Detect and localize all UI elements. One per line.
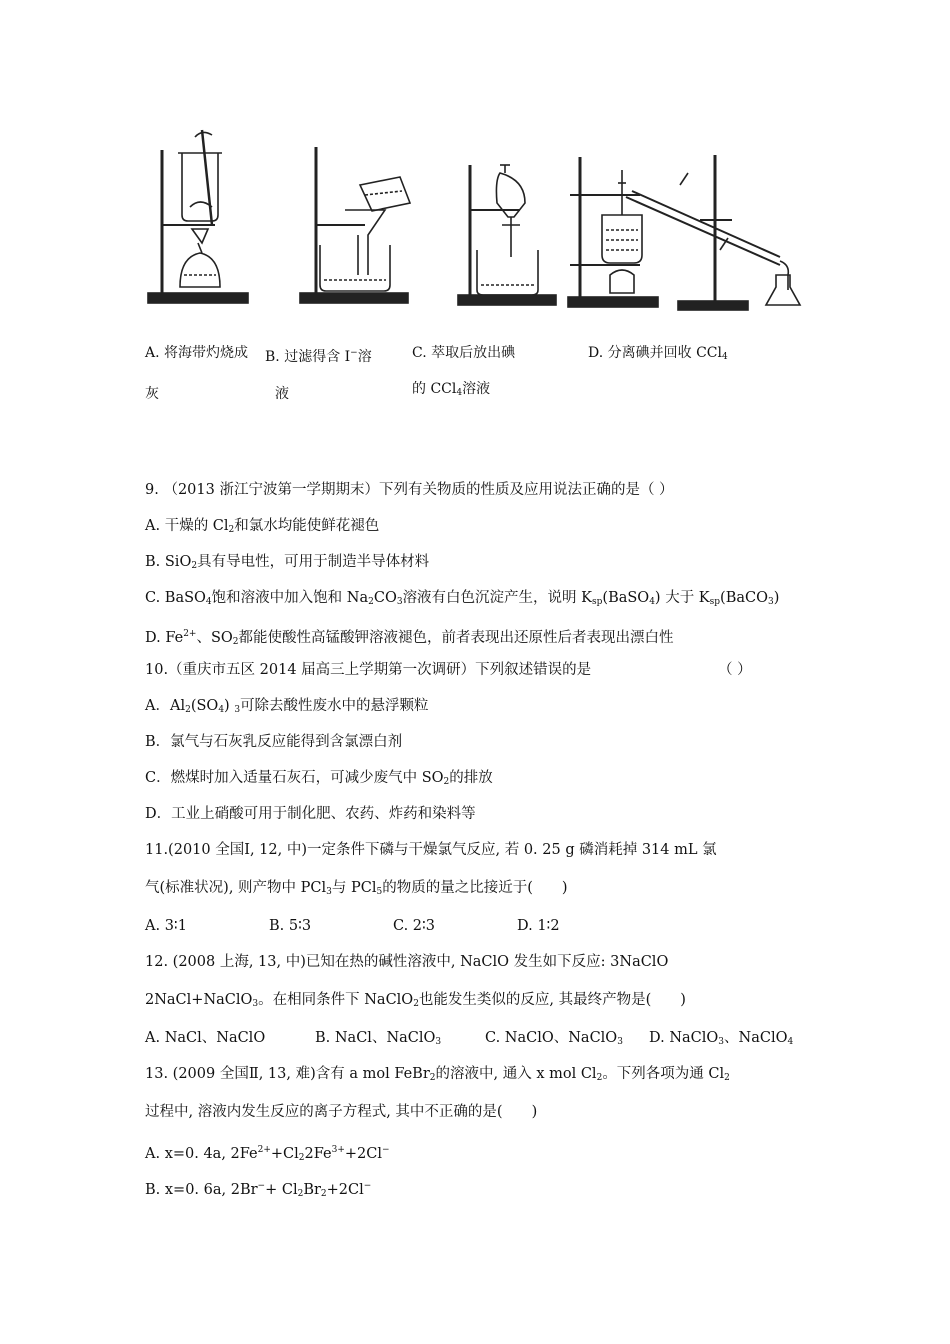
q11-options	[145, 916, 560, 936]
q11-option-c: C. 2∶3	[393, 918, 436, 934]
q12-option-b: B. NaCl、NaClO$_3$	[315, 1030, 442, 1047]
q9-stem: 9. （2013 浙江宁波第一学期期末）下列有关物质的性质及应用说法正确的是（ ）	[145, 482, 674, 498]
q11-option-a: A. 3∶1	[145, 918, 187, 934]
q13-option-a: A. x=0. 4a, $2Fe^{2+}+Cl_22Fe^{3+}+2Cl^-$	[145, 1145, 390, 1163]
caption-a-cont: 灰	[145, 386, 159, 402]
q13-stem-line1: 13. (2009 全国Ⅱ, 13, 难)含有 a mol FeBr$_2$的溶液中, 通入 x mol $Cl_2$。下列各项为通 $Cl_2$	[145, 1066, 730, 1083]
q12-stem-line1: 12. (2008 上海, 13, 中)已知在热的碱性溶液中, NaClO 发生如下反应: 3NaClO	[145, 954, 669, 970]
q10-answer-paren: （ ）	[718, 662, 752, 678]
q9-option-a: A. 干燥的 $Cl_2$和氯水均能使鲜花褪色	[145, 518, 380, 535]
q10-option-a: A．$Al_2(SO_4)$ $_3$可除去酸性废水中的悬浮颗粒	[145, 698, 429, 715]
caption-c-cont: 的 CCl$_4$溶液	[412, 381, 491, 398]
apparatus-a-crucible-burner	[148, 130, 248, 303]
q12-option-c: C. NaClO、NaClO$_3$	[485, 1030, 623, 1047]
apparatus-c-separatory-funnel	[458, 165, 556, 305]
q13-stem-line2: 过程中, 溶液内发生反应的离子方程式, 其中不正确的是( )	[145, 1104, 538, 1120]
q10-option-b: B．氯气与石灰乳反应能得到含氯漂白剂	[145, 734, 403, 750]
apparatus-figure	[140, 125, 820, 315]
q9-option-c: C. BaSO$_4$饱和溶液中加入饱和 $Na_2CO_3$溶液有白色沉淀产生，说明 $K_{sp}(BaSO_4)$ 大于 $K_{sp}(BaCO_3)$	[145, 590, 780, 607]
caption-b-cont: 液	[275, 386, 289, 402]
caption-a: A. 将海带灼烧成	[145, 345, 249, 361]
q10-option-c: C．燃煤时加入适量石灰石，可减少废气中 $SO_2$的排放	[145, 770, 493, 787]
q12-option-a: A. NaCl、NaClO	[145, 1030, 266, 1046]
q11-option-d: D. 1∶2	[517, 918, 560, 934]
q12-option-d: D. NaClO$_3$、NaClO$_4$	[649, 1030, 794, 1047]
caption-c: C. 萃取后放出碘	[412, 345, 516, 361]
q11-stem-line2: 气(标准状况), 则产物中 PCl$_3$与 PCl$_5$的物质的量之比接近于( )	[145, 880, 568, 897]
q13-option-b: B. x=0. 6a, $2Br^-+ Cl_2Br_2+2Cl^-$	[145, 1181, 372, 1199]
caption-d: D. 分离碘并回收 CCl$_4$	[588, 345, 728, 362]
q10-stem: 10.（重庆市五区 2014 届高三上学期第一次调研）下列叙述错误的是	[145, 662, 592, 678]
q9-option-b: B. SiO$_2$具有导电性，可用于制造半导体材料	[145, 554, 430, 571]
q10-option-d: D．工业上硝酸可用于制化肥、农药、炸药和染料等	[145, 806, 476, 822]
caption-b: B. 过滤得含 I−溶	[265, 348, 372, 365]
apparatus-b-filtration	[300, 147, 410, 303]
q12-options	[145, 1028, 793, 1052]
q12-stem-line2: 2NaCl+NaClO$_3$。在相同条件下 NaClO$_2$也能发生类似的反应, 其最终产物是( )	[145, 992, 686, 1009]
q9-option-d: D. $Fe^{2+}$、$SO_2$都能使酸性高锰酸钾溶液褪色，前者表现出还原性后者表现出漂白性	[145, 629, 674, 647]
apparatus-d-distillation	[568, 155, 800, 310]
q11-stem-line1: 11.(2010 全国Ⅰ, 12, 中)一定条件下磷与干燥氯气反应, 若 0. 25 g 磷消耗掉 314 mL 氯	[145, 842, 717, 858]
q11-option-b: B. 5∶3	[269, 918, 312, 934]
